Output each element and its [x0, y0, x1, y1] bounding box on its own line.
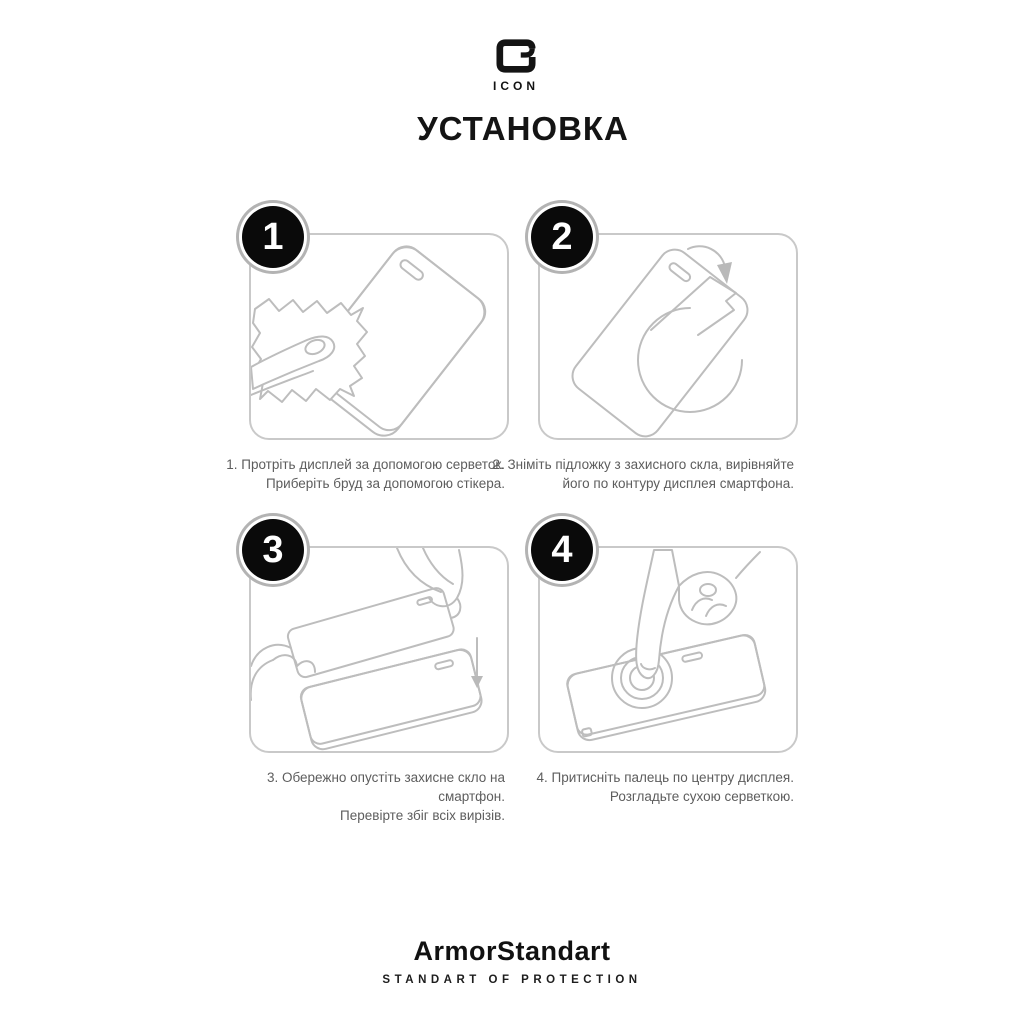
- page-title: УСТАНОВКА: [417, 110, 629, 147]
- step-1-panel: [249, 216, 509, 440]
- footer-brand-name: ArmorStandart: [413, 936, 611, 966]
- press-finger-center-display-illustration: [540, 548, 796, 751]
- step-3-panel: [249, 529, 509, 753]
- step-1-number: 1: [262, 216, 284, 258]
- step-2-caption-line1: 2. Зніміть підложку з захисного скла, вирівняйте: [492, 457, 794, 472]
- step-3-caption-line1: 3. Обережно опустіть захисне скло на смартфон.: [266, 770, 505, 804]
- step-4-panel: [538, 529, 798, 753]
- step-4-caption: [492, 768, 794, 806]
- brand-icon-label: ICON: [493, 79, 539, 93]
- step-1-caption-line1: 1. Протріть дисплей за допомогою серветок.: [226, 457, 505, 472]
- brand-logo: [493, 36, 539, 93]
- wipe-display-with-cloth-illustration: [251, 235, 507, 438]
- step-4-caption-line2: Розгладьте сухою серветкою.: [609, 789, 794, 804]
- step-1-caption: [203, 455, 505, 493]
- step-2-number: 2: [551, 216, 573, 258]
- step-2-panel: [538, 216, 798, 440]
- step-2-badge: [531, 206, 593, 268]
- step-1-caption-line2: Приберіть бруд за допомогою стікера.: [265, 476, 505, 491]
- step-1-badge: [242, 206, 304, 268]
- step-4-caption-line1: 4. Притисніть палець по центру дисплея.: [536, 770, 794, 785]
- step-3-caption: [203, 768, 505, 825]
- step-2-caption-line2: його по контуру дисплея смартфона.: [562, 476, 794, 491]
- step-3-badge: [242, 519, 304, 581]
- step-3-caption-line2: Перевірте збіг всіх вирізів.: [340, 808, 505, 823]
- armorstandart-monogram-icon: [493, 36, 539, 76]
- lower-glass-onto-phone-illustration: [251, 548, 507, 751]
- step-2-caption: [492, 455, 794, 493]
- footer-tagline: STANDART OF PROTECTION: [382, 974, 642, 986]
- peel-backing-from-glass-illustration: [540, 235, 796, 438]
- step-4-number: 4: [551, 529, 573, 571]
- step-3-number: 3: [262, 529, 284, 571]
- step-4-badge: [531, 519, 593, 581]
